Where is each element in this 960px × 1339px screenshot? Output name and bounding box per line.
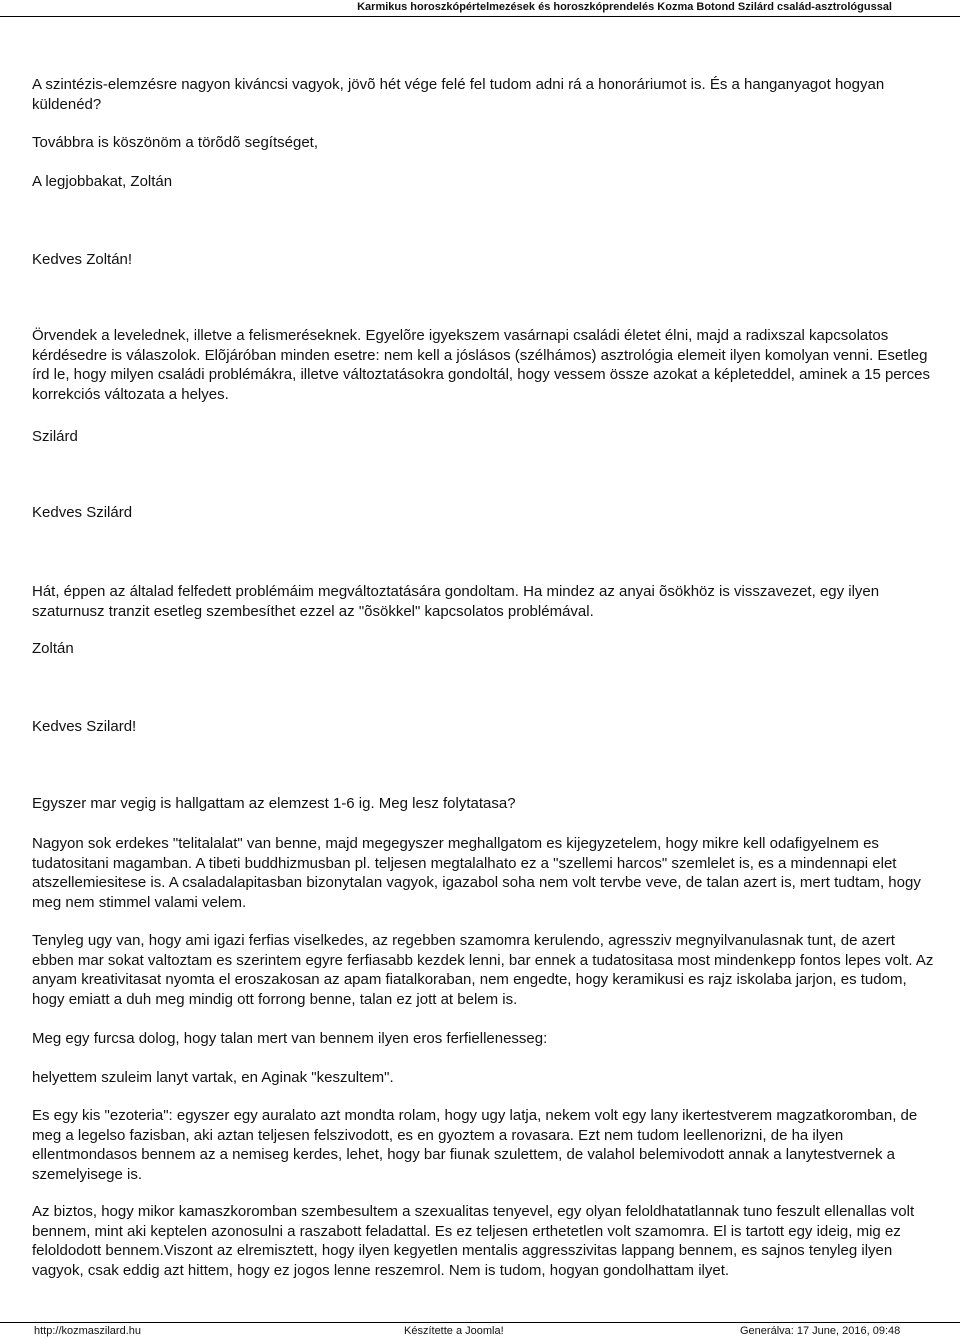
paragraph: A szintézis-elemzésre nagyon kiváncsi vagyok, jövõ hét vége felé fel tudom adni rá a honoráriumot is. És a hanganyagot hogyan küldenéd? <box>32 76 885 113</box>
paragraph: Es egy kis "ezoteria": egyszer egy auralato azt mondta rolam, hogy ugy latja, nekem volt egy lany ikertestverem magzatkoromban, de meg a legelso fazisban, aki aztan teljesen felszivodott, es en gyoztem a rovasara. Ezt nem tudom leellenorizni, de ha ilyen ellentmondasos bennem az a nemiseg kerdes, lehet, hogy bar fiunak szulettem, de valahol belemivodott annak a lanytestvernek a szemelyisege is. <box>32 1107 918 1183</box>
paragraph: Tenyleg ugy van, hogy ami igazi ferfias viselkedes, az regebben szamomra kerulendo, agressziv megnyilvanulasnak tunt, de azert ebben mar sokat valtoztam es szerintem egyre ferfiasabb kezdek lenni, bar ennek a tudatositasa most mindenkepp fontos lepes volt. Az anyam kreativitasat nyomta el eroszakosan az apam fiatalkoraban, nem engedte, hogy keramikusi es rajz iskolaba jarjon, es tudom, hogy emiatt a duh meg mindig ott forrong benne, talan ez jott at belem is. <box>32 932 934 1008</box>
page-footer <box>0 1322 960 1339</box>
paragraph: Az biztos, hogy mikor kamaszkoromban szembesultem a szexualitas tenyevel, egy olyan feloldhatatlannak tuno feszult ellenallas volt bennem, mint aki keptelen azonosulni a raszabott feladattal. Es ez teljesen erthetetlen volt szamomra. El is tartott egy ideig, mig ez feloldodott bennem.Viszont az elremisztett, hogy ilyen kegyetlen mentalis aggresszivitas lappang bennem, es sajnos tenyleg ilyen vagyok, csak eddig azt hittem, hogy ez jogos lenne reszemrol. Nem is tudom, hogyan gondolhattam ilyet. <box>32 1203 915 1279</box>
paragraph: helyettem szuleim lanyt vartak, en Aginak "keszultem". <box>32 1069 394 1086</box>
paragraph: Kedves Szilárd <box>32 504 133 521</box>
paragraph: Meg egy furcsa dolog, hogy talan mert van bennem ilyen eros ferfiellenesseg: <box>32 1030 548 1047</box>
footer-credit: Készítette a Joomla! <box>404 1325 504 1337</box>
paragraph: Kedves Zoltán! <box>32 251 133 268</box>
page-header <box>0 0 960 17</box>
paragraph: Szilárd <box>32 428 78 445</box>
paragraph: Hát, éppen az általad felfedett problémáim megváltoztatására gondoltam. Ha mindez az anyai õsökhöz is visszavezet, egy ilyen szaturnusz tranzit esetleg szembesíthet ezzel az "õsökkel" kapcsolatos problémával. <box>32 583 880 620</box>
paragraph: Továbbra is köszönöm a törõdõ segítséget, <box>32 134 318 151</box>
paragraph: Zoltán <box>32 640 74 657</box>
paragraph: Egyszer mar vegig is hallgattam az elemzest 1-6 ig. Meg lesz folytatasa? <box>32 795 516 812</box>
paragraph: Örvendek a levelednek, illetve a felismeréseknek. Egyelõre igyekszem vasárnapi családi életet élni, majd a radixszal kapcsolatos kérdésedre is válaszolok. Elõjáróban minden esetre: nem kell a jóslásos (szélhámos) asztrológia elemeit ilyen komolyan venni. Esetleg írd le, hogy milyen családi problémákra, illetve változtatásokra gondoltál, hogy vessem össze azokat a képleteddel, aminek a 15 perces korrekciós változata a helyes. <box>32 327 930 403</box>
paragraph: A legjobbakat, Zoltán <box>32 173 173 190</box>
paragraph: Kedves Szilard! <box>32 718 137 735</box>
paragraph: Nagyon sok erdekes "telitalalat" van benne, majd megegyszer meghallgatom es kijegyzetelem, hogy mikre kell odafigyelnem es tudatositani magamban. A tibeti buddhizmusban pl. teljesen megtalalhato ez a "szellemi harcos" szemlelet is, es a mindennapi elet atszellemiesitese is. A csaladalapitasban bizonytalan vagyok, igazabol soha nem volt tervbe veve, de talan azert is, mert tudtam, hogy meg nem stimmel valami velem. <box>32 835 921 911</box>
footer-generated: Generálva: 17 June, 2016, 09:48 <box>740 1325 901 1337</box>
footer-url[interactable]: http://kozmaszilard.hu <box>34 1325 141 1337</box>
header-title: Karmikus horoszkópértelmezések és horoszkóprendelés Kozma Botond Szilárd család-asztrológussal <box>357 1 892 13</box>
